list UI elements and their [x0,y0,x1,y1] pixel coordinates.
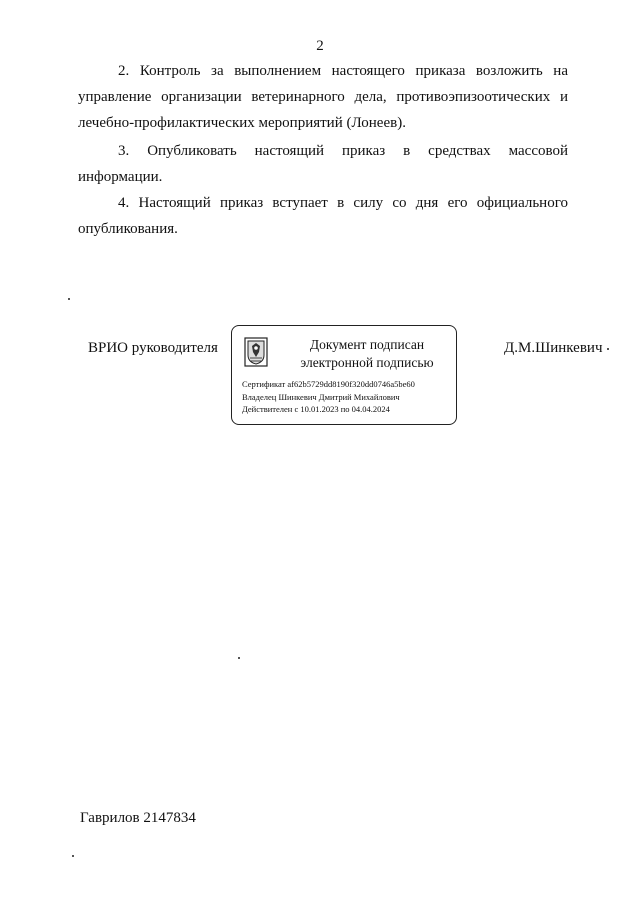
paragraph-publish [78,138,568,190]
scan-speck [68,298,70,300]
stamp-title [282,336,452,372]
stamp-title-line: электронной подписью [300,355,434,370]
scan-speck [72,855,74,857]
stamp-validity: Действителен с 10.01.2023 по 04.04.2024 [242,404,390,414]
signer-position: ВРИО руководителя [88,340,218,356]
signer-name: Д.М.Шинкевич [504,340,603,356]
paragraph-text: управление организации ветеринарного дела, противоэпизоотических и лечебно-профилактических мероприятий (Лонеев). [78,89,568,131]
executor-info: Гаврилов 2147834 [80,810,196,826]
page-number: 2 [316,38,324,54]
scan-speck [238,657,240,659]
paragraph-control [78,58,568,136]
paragraph-text: опубликования. [78,221,178,237]
stamp-title-line: Документ подписан [309,337,425,352]
paragraph-first-line: 3. Опубликовать настоящий приказ в средствах массовой [118,143,568,159]
scan-speck [607,348,609,350]
stamp-certificate: Сертификат af62b5729dd8190f320dd0746a5be60 [242,379,415,389]
paragraph-first-line: 4. Настоящий приказ вступает в силу со дня его официального [118,195,568,211]
paragraph-text: информации. [78,169,163,185]
electronic-signature-stamp [231,325,457,425]
paragraph-first-line: 2. Контроль за выполнением настоящего приказа возложить на [118,63,568,79]
coat-of-arms-icon [244,337,268,367]
stamp-details [242,378,415,416]
paragraph-effective [78,190,568,242]
stamp-owner: Владелец Шинкевич Дмитрий Михайлович [242,391,400,402]
